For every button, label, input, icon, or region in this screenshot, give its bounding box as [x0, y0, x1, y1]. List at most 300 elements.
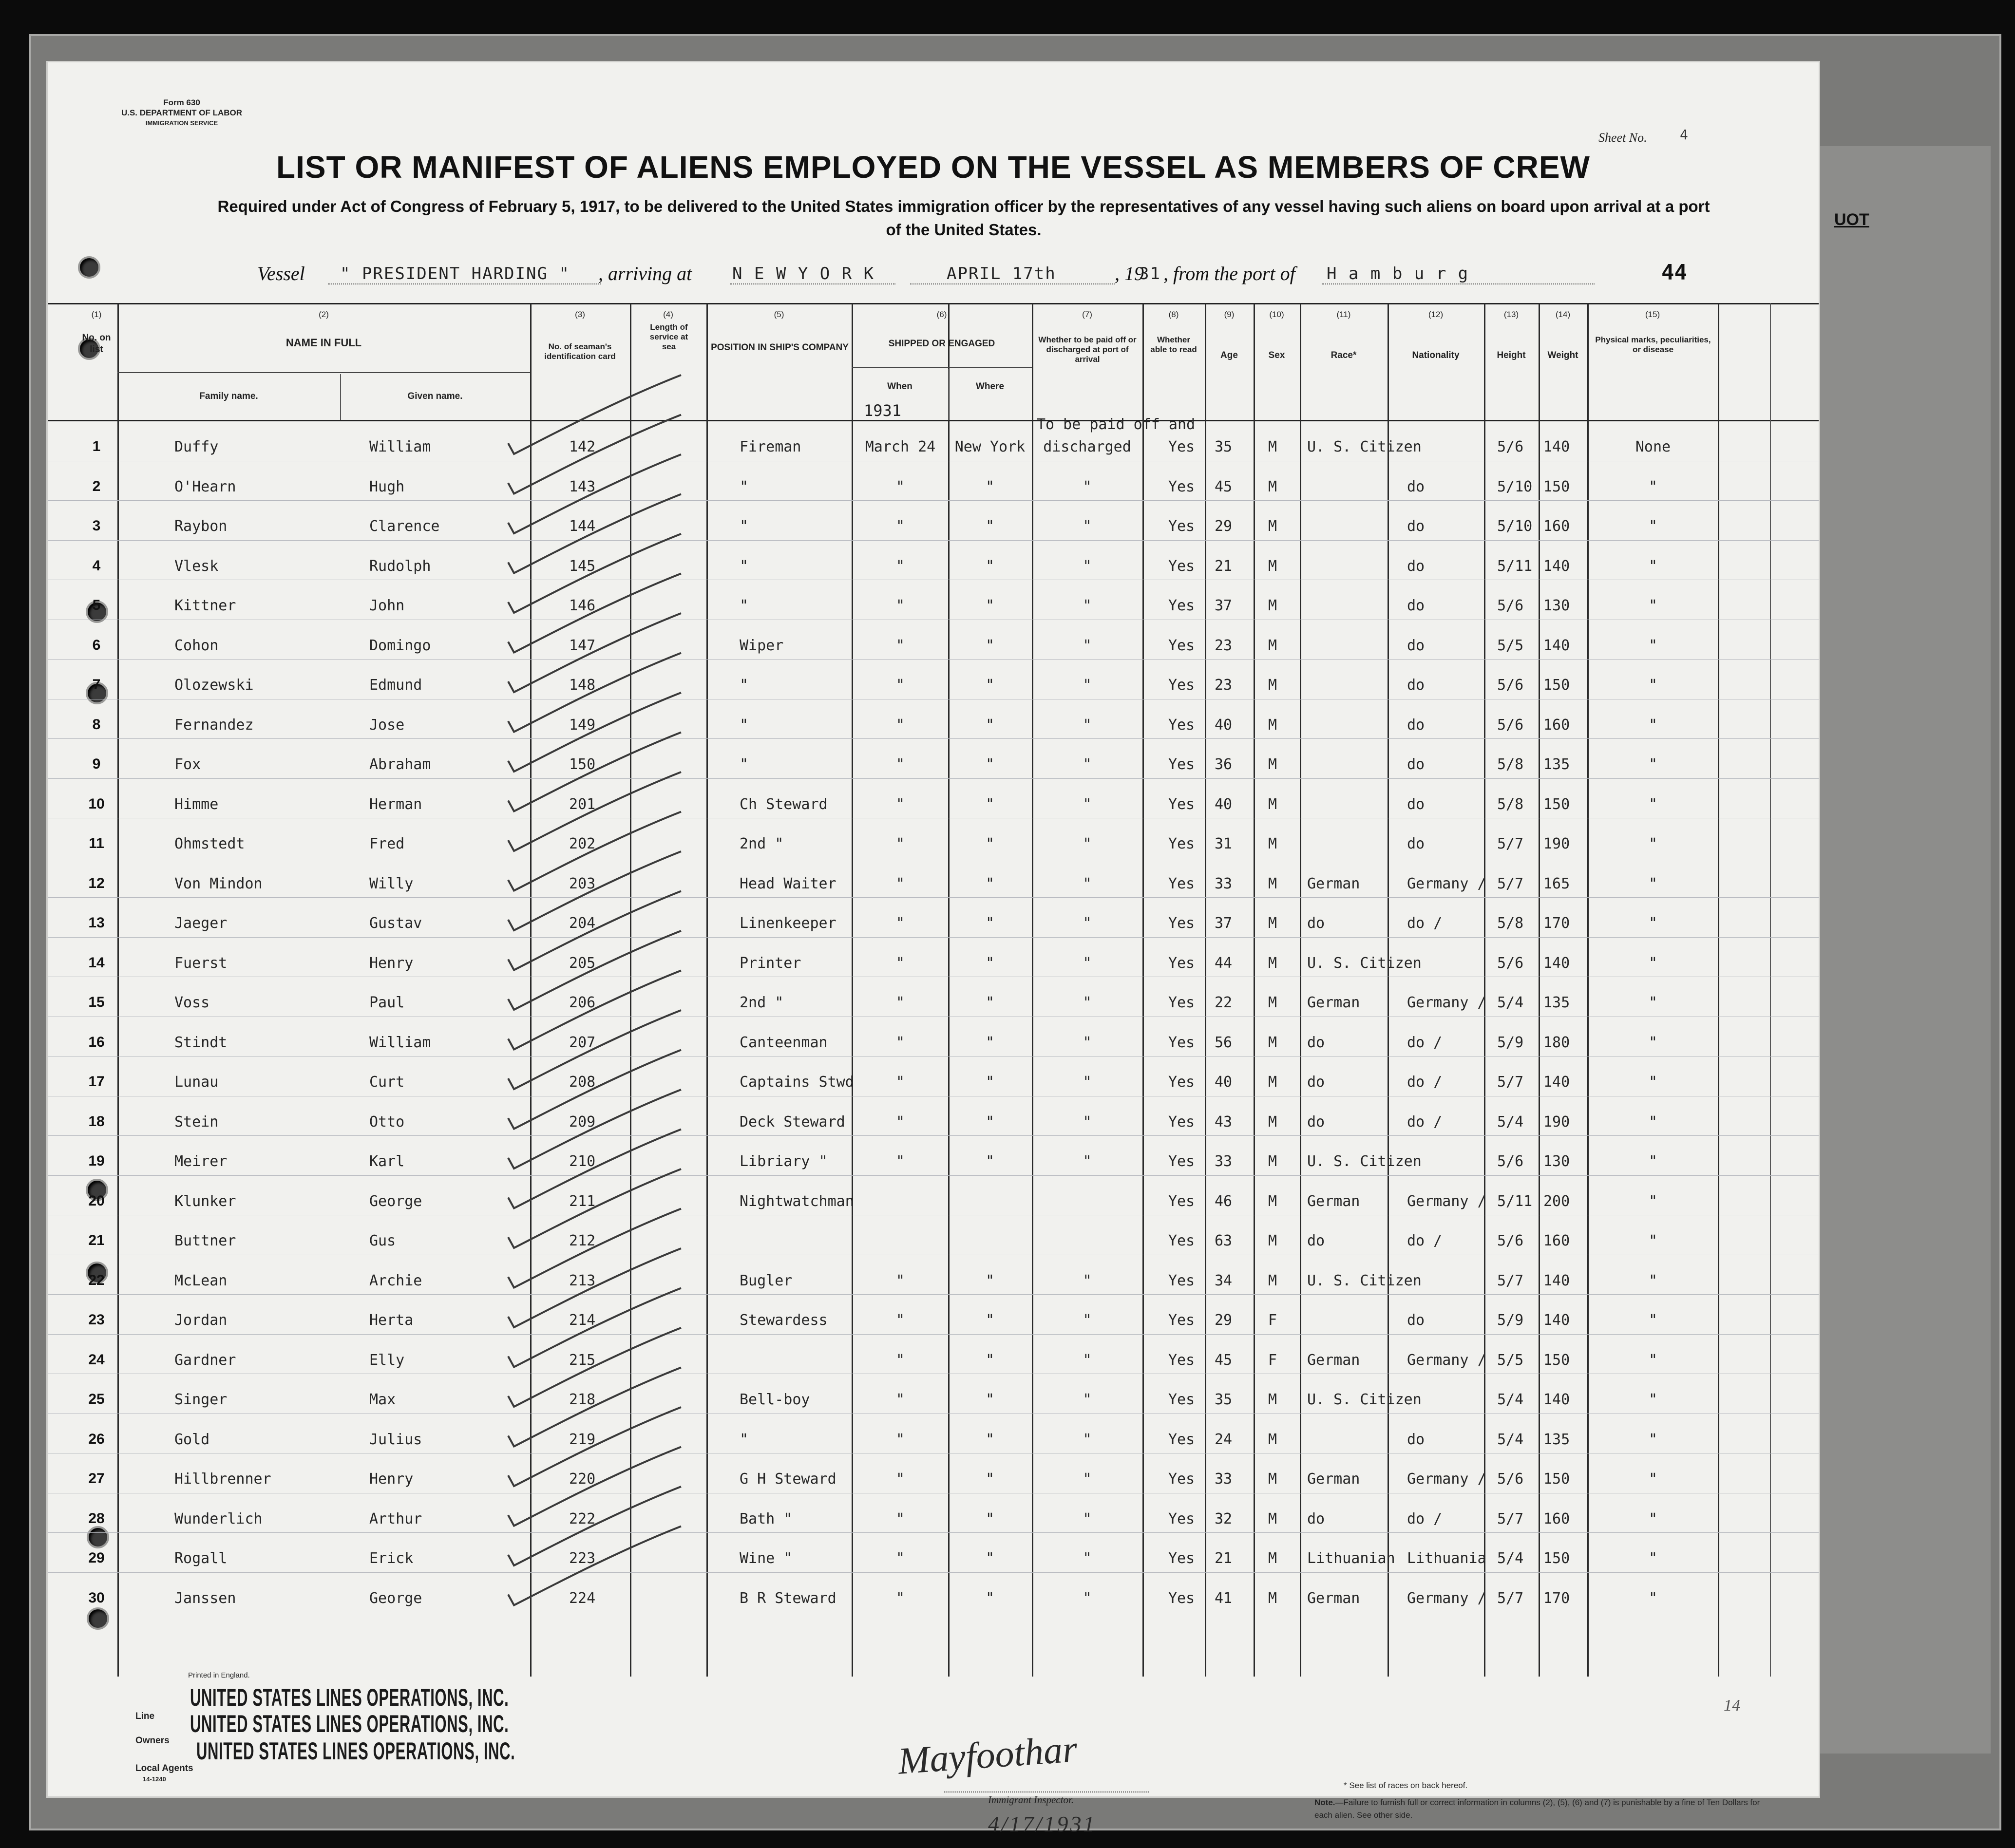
cell-family: Vlesk	[174, 557, 219, 575]
cell-race: do	[1307, 1074, 1325, 1091]
cell-family: Duffy	[174, 438, 219, 455]
cell-read: Yes	[1168, 1113, 1195, 1131]
cell-paid: "	[1083, 1391, 1092, 1408]
cell-where: "	[985, 597, 995, 614]
cell-position: Fireman	[740, 438, 801, 455]
cell-marks: "	[1648, 1113, 1658, 1131]
cell-paid: "	[1083, 637, 1092, 654]
cell-where: "	[985, 1113, 995, 1131]
binder-hole-icon	[78, 256, 100, 279]
cell-given: Archie	[369, 1272, 422, 1289]
cell-weight: 150	[1543, 1550, 1570, 1567]
races-note: * See list of races on back hereof.	[1344, 1781, 1468, 1790]
cell-nationality: do	[1407, 756, 1425, 773]
cell-height: 5/11	[1497, 557, 1533, 575]
cell-family: Gardner	[174, 1351, 236, 1369]
header-given-name: Given name.	[407, 391, 463, 401]
vessel-label: Vessel	[257, 263, 305, 284]
cell-family: Raybon	[174, 518, 228, 535]
header-nationality: Nationality	[1412, 350, 1460, 360]
cell-card: 143	[569, 478, 596, 495]
shipped-year: 1931	[864, 401, 902, 420]
cell-sex: M	[1268, 1272, 1277, 1289]
cell-when: "	[895, 795, 905, 813]
cell-marks: "	[1648, 1153, 1658, 1170]
sheet-number-label: Sheet No.	[1598, 131, 1647, 145]
cell-no: 10	[88, 795, 105, 812]
cell-when: "	[895, 1113, 905, 1131]
cell-nationality: Germany /	[1407, 994, 1486, 1011]
arrival-date: APRIL 17th	[947, 264, 1056, 283]
cell-where: "	[985, 1471, 995, 1488]
cell-read: Yes	[1168, 1471, 1195, 1488]
cell-sex: M	[1268, 1550, 1277, 1567]
cell-marks: "	[1648, 1391, 1658, 1408]
cell-weight: 160	[1543, 1510, 1570, 1527]
cell-when: "	[895, 478, 905, 495]
cell-given: Max	[369, 1391, 396, 1408]
cell-sex: M	[1268, 1074, 1277, 1091]
cell-no: 14	[88, 954, 105, 971]
cell-position: Bath "	[740, 1510, 793, 1527]
cell-given: William	[369, 1034, 431, 1051]
header-name-in-full: NAME IN FULL	[285, 337, 362, 349]
cell-marks: None	[1635, 438, 1671, 455]
cell-weight: 140	[1543, 1272, 1570, 1289]
cell-paid: "	[1083, 1272, 1092, 1289]
cell-marks: "	[1648, 756, 1658, 773]
cell-sex: M	[1268, 518, 1277, 535]
cell-height: 5/4	[1497, 1431, 1524, 1448]
cell-read: Yes	[1168, 756, 1195, 773]
header-physical-marks: Physical marks, peculiarities, or disease	[1595, 335, 1711, 354]
cell-marks: "	[1648, 1192, 1658, 1210]
cell-paid: "	[1083, 677, 1092, 694]
cell-age: 36	[1215, 756, 1233, 773]
cell-nationality: Germany /	[1407, 875, 1486, 892]
cell-no: 16	[88, 1034, 105, 1050]
cell-read: Yes	[1168, 1312, 1195, 1329]
cell-no: 29	[88, 1550, 105, 1566]
cell-card: 208	[569, 1074, 596, 1091]
cell-when: "	[895, 518, 905, 535]
cell-no: 8	[92, 716, 101, 733]
header-able-to-read: Whether able to read	[1150, 335, 1197, 354]
cell-when: "	[895, 1312, 905, 1329]
cell-where: "	[985, 1272, 995, 1289]
cell-age: 32	[1215, 1510, 1233, 1527]
header-length-service: Length of service at sea	[649, 322, 688, 351]
cell-weight: 150	[1543, 1471, 1570, 1488]
header-where: Where	[975, 381, 1005, 392]
cell-card: 145	[569, 557, 596, 575]
cell-height: 5/10	[1497, 518, 1533, 535]
cell-height: 5/7	[1497, 875, 1524, 892]
cell-race: do	[1307, 1232, 1325, 1249]
cell-weight: 190	[1543, 835, 1570, 852]
cell-where: New York	[954, 438, 1026, 455]
cell-when: "	[895, 1272, 905, 1289]
cell-card: 220	[569, 1471, 596, 1488]
cell-weight: 200	[1543, 1192, 1570, 1210]
cell-race: do	[1307, 1113, 1325, 1131]
cell-card: 147	[569, 637, 596, 654]
cell-race: German	[1307, 1351, 1360, 1369]
cell-marks: "	[1648, 1272, 1658, 1289]
header-family-name: Family name.	[199, 391, 258, 401]
cell-height: 5/7	[1497, 835, 1524, 852]
cell-height: 5/6	[1497, 716, 1524, 734]
cell-read: Yes	[1168, 677, 1195, 694]
cell-weight: 150	[1543, 478, 1570, 495]
manifest-page	[46, 61, 1820, 1836]
cell-marks: "	[1648, 478, 1658, 495]
cell-sex: M	[1268, 1113, 1277, 1131]
cell-when: "	[895, 1471, 905, 1488]
header-no-on-list: No. on list	[82, 333, 111, 355]
cell-given: Curt	[369, 1074, 405, 1091]
cell-sex: M	[1268, 795, 1277, 813]
crew-table	[48, 303, 1819, 1677]
cell-race: do	[1307, 1034, 1325, 1051]
cell-read: Yes	[1168, 1034, 1195, 1051]
cell-no: 7	[92, 677, 101, 693]
cell-paid: "	[1083, 557, 1092, 575]
cell-sex: M	[1268, 1431, 1277, 1448]
cell-family: Von Mindon	[174, 875, 263, 892]
cell-read: Yes	[1168, 994, 1195, 1011]
cell-weight: 150	[1543, 677, 1570, 694]
cell-when: "	[895, 1074, 905, 1091]
header-shipped-engaged: SHIPPED OR ENGAGED	[888, 339, 995, 349]
cell-nationality: do /	[1407, 1232, 1443, 1249]
col-number: (8)	[1168, 310, 1179, 319]
cell-given: Herta	[369, 1312, 414, 1329]
cell-where: "	[985, 915, 995, 932]
cell-given: Rudolph	[369, 557, 431, 575]
cell-given: Jose	[369, 716, 405, 734]
cell-paid: "	[1083, 915, 1092, 932]
cell-read: Yes	[1168, 795, 1195, 813]
cell-family: Fox	[174, 756, 201, 773]
cell-no: 28	[88, 1510, 105, 1527]
cell-card: 215	[569, 1351, 596, 1369]
cell-when: "	[895, 1391, 905, 1408]
cell-no: 26	[88, 1431, 105, 1447]
cell-nationality: do	[1407, 637, 1425, 654]
cell-race: U. S. Citizen	[1307, 1391, 1422, 1408]
cell-when: "	[895, 597, 905, 614]
cell-age: 40	[1215, 1074, 1233, 1091]
cell-weight: 150	[1543, 795, 1570, 813]
cell-weight: 150	[1543, 1351, 1570, 1369]
cell-card: 209	[569, 1113, 596, 1131]
cell-sex: M	[1268, 1232, 1277, 1249]
cell-marks: "	[1648, 954, 1658, 972]
cell-age: 40	[1215, 795, 1233, 813]
cell-card: 212	[569, 1232, 596, 1249]
cell-height: 5/6	[1497, 677, 1524, 694]
cell-when: "	[895, 915, 905, 932]
cell-where: "	[985, 1312, 995, 1329]
cell-card: 148	[569, 677, 596, 694]
cell-given: William	[369, 438, 431, 455]
col-number: (7)	[1082, 310, 1092, 319]
cell-given: Karl	[369, 1153, 405, 1170]
cell-no: 11	[89, 835, 104, 851]
cell-family: Voss	[174, 994, 210, 1011]
cell-paid: "	[1083, 795, 1092, 813]
cell-weight: 140	[1543, 438, 1570, 455]
cell-family: Fernandez	[174, 716, 254, 734]
cell-given: Erick	[369, 1550, 414, 1567]
cell-sex: M	[1268, 915, 1277, 932]
cell-nationality: Germany /	[1407, 1192, 1486, 1210]
cell-sex: M	[1268, 1510, 1277, 1527]
cell-paid: "	[1083, 716, 1092, 734]
cell-card: 201	[569, 795, 596, 813]
cell-sex: M	[1268, 835, 1277, 852]
cell-race: German	[1307, 1471, 1360, 1488]
cell-weight: 140	[1543, 637, 1570, 654]
cell-sex: F	[1268, 1351, 1277, 1369]
header-position: POSITION IN SHIP'S COMPANY	[711, 342, 849, 353]
cell-race: German	[1307, 994, 1360, 1011]
cell-nationality: do /	[1407, 1113, 1443, 1131]
cell-when: "	[895, 875, 905, 892]
cell-family: Klunker	[174, 1192, 236, 1210]
cell-weight: 130	[1543, 597, 1570, 614]
cell-no: 25	[88, 1391, 105, 1407]
cell-given: Edmund	[369, 677, 422, 694]
cell-where: "	[985, 557, 995, 575]
cell-no: 24	[88, 1351, 105, 1368]
cell-when: "	[895, 835, 905, 852]
cell-position: Bugler	[740, 1272, 793, 1289]
cell-card: 204	[569, 915, 596, 932]
cell-where: "	[985, 1431, 995, 1448]
cell-height: 5/4	[1497, 1391, 1524, 1408]
cell-age: 31	[1215, 835, 1233, 852]
cell-card: 150	[569, 756, 596, 773]
cell-where: "	[985, 518, 995, 535]
header-weight: Weight	[1547, 350, 1578, 360]
cell-height: 5/6	[1497, 1471, 1524, 1488]
cell-where: "	[985, 835, 995, 852]
cell-marks: "	[1648, 557, 1658, 575]
cell-sex: M	[1268, 1391, 1277, 1408]
cell-sex: M	[1268, 994, 1277, 1011]
cell-position: Wiper	[740, 637, 784, 654]
cell-sex: F	[1268, 1312, 1277, 1329]
cell-card: 214	[569, 1312, 596, 1329]
cell-age: 35	[1215, 1391, 1233, 1408]
cell-family: Gold	[174, 1431, 210, 1448]
cell-given: Clarence	[369, 518, 440, 535]
cell-no: 30	[88, 1589, 105, 1606]
cell-age: 33	[1215, 1153, 1233, 1170]
cell-nationality: do	[1407, 716, 1425, 734]
cell-position: Deck Steward	[740, 1113, 845, 1131]
col-number: (6)	[936, 310, 947, 319]
cell-height: 5/5	[1497, 1351, 1524, 1369]
cell-sex: M	[1268, 1471, 1277, 1488]
ship-list-number: 44	[1661, 260, 1687, 285]
cell-sex: M	[1268, 954, 1277, 972]
cell-sex: M	[1268, 478, 1277, 495]
cell-age: 34	[1215, 1272, 1233, 1289]
cell-age: 23	[1215, 637, 1233, 654]
cell-where: "	[985, 1034, 995, 1051]
cell-nationality: do	[1407, 677, 1425, 694]
cell-paid: "	[1083, 597, 1092, 614]
cell-age: 23	[1215, 677, 1233, 694]
cell-read: Yes	[1168, 1232, 1195, 1249]
cell-marks: "	[1648, 1431, 1658, 1448]
cell-no: 6	[92, 637, 101, 653]
sheet-number-value: 4	[1680, 127, 1688, 143]
cell-height: 5/6	[1497, 1153, 1524, 1170]
cell-given: Henry	[369, 954, 414, 972]
cell-sex: M	[1268, 716, 1277, 734]
cell-no: 2	[92, 478, 101, 494]
cell-marks: "	[1648, 795, 1658, 813]
cell-read: Yes	[1168, 915, 1195, 932]
cell-read: Yes	[1168, 1272, 1195, 1289]
cell-position: "	[740, 756, 749, 773]
cell-position: "	[740, 1431, 749, 1448]
cell-where: "	[985, 478, 995, 495]
cell-nationality: do	[1407, 835, 1425, 852]
cell-nationality: do	[1407, 518, 1425, 535]
fine-note: Note.—Failure to furnish full or correct information in columns (2), (5), (6) and (7) is punishable by a fine of Ten Dollars for each alien. See other side.	[1314, 1798, 1760, 1820]
cell-marks: "	[1648, 597, 1658, 614]
cell-age: 37	[1215, 597, 1233, 614]
cell-when: "	[895, 716, 905, 734]
cell-position: 2nd "	[740, 835, 784, 852]
cell-weight: 135	[1543, 994, 1570, 1011]
cell-height: 5/8	[1497, 915, 1524, 932]
cell-given: Fred	[369, 835, 405, 852]
header-sex: Sex	[1268, 350, 1285, 360]
cell-where: "	[985, 1074, 995, 1091]
col-number: (2)	[319, 310, 329, 319]
cell-no: 15	[88, 994, 105, 1010]
cell-age: 37	[1215, 915, 1233, 932]
from-port: H a m b u r g	[1327, 264, 1469, 283]
cell-height: 5/4	[1497, 1113, 1524, 1131]
cell-sex: M	[1268, 677, 1277, 694]
cell-race: do	[1307, 915, 1325, 932]
cell-card: 144	[569, 518, 596, 535]
cell-position: Stewardess	[740, 1312, 828, 1329]
cell-paid: "	[1083, 1113, 1092, 1131]
cell-position: Libriary "	[740, 1153, 828, 1170]
cell-weight: 160	[1543, 716, 1570, 734]
form-code: 14-1240	[143, 1775, 166, 1783]
cell-family: Kittner	[174, 597, 236, 614]
cell-no: 23	[88, 1312, 105, 1328]
cell-position: B R Steward	[740, 1589, 836, 1607]
cell-card: 207	[569, 1034, 596, 1051]
cell-when: "	[895, 1510, 905, 1527]
cell-position: Canteenman	[740, 1034, 828, 1051]
cell-given: John	[369, 597, 405, 614]
cell-weight: 140	[1543, 954, 1570, 972]
cell-weight: 170	[1543, 915, 1570, 932]
cell-card: 142	[569, 438, 596, 455]
cell-height: 5/6	[1497, 954, 1524, 972]
col-number: (1)	[91, 310, 102, 319]
cell-no: 9	[92, 756, 101, 772]
cell-position: Nightwatchman	[740, 1192, 854, 1210]
cell-when: "	[895, 637, 905, 654]
cell-sex: M	[1268, 1192, 1277, 1210]
cell-where: "	[985, 637, 995, 654]
col-number: (5)	[774, 310, 784, 319]
cell-nationality: do /	[1407, 1074, 1443, 1091]
cell-when: "	[895, 1431, 905, 1448]
cell-given: Gus	[369, 1232, 396, 1249]
cell-given: Hugh	[369, 478, 405, 495]
cell-height: 5/7	[1497, 1589, 1524, 1607]
cell-age: 33	[1215, 875, 1233, 892]
cell-weight: 130	[1543, 1153, 1570, 1170]
cell-read: Yes	[1168, 1351, 1195, 1369]
cell-age: 40	[1215, 716, 1233, 734]
cell-no: 20	[88, 1192, 105, 1209]
cell-weight: 180	[1543, 1034, 1570, 1051]
cell-age: 24	[1215, 1431, 1233, 1448]
cell-read: Yes	[1168, 716, 1195, 734]
cell-family: Janssen	[174, 1589, 236, 1607]
cell-marks: "	[1648, 518, 1658, 535]
col-number: (14)	[1555, 310, 1571, 319]
cell-family: Olozewski	[174, 677, 254, 694]
cell-weight: 140	[1543, 1312, 1570, 1329]
cell-position: Wine "	[740, 1550, 793, 1567]
cell-nationality: Germany /	[1407, 1351, 1486, 1369]
header-age: Age	[1220, 350, 1238, 360]
cell-given: George	[369, 1192, 422, 1210]
cell-marks: "	[1648, 677, 1658, 694]
cell-paid: "	[1083, 1351, 1092, 1369]
cell-no: 27	[88, 1471, 105, 1487]
cell-read: Yes	[1168, 438, 1195, 455]
cell-where: "	[985, 994, 995, 1011]
cell-no: 18	[88, 1113, 105, 1130]
cell-nationality: Lithuania	[1407, 1550, 1486, 1567]
col-number: (9)	[1224, 310, 1235, 319]
cell-where: "	[985, 875, 995, 892]
cell-where: "	[985, 756, 995, 773]
page-number: 14	[1724, 1697, 1740, 1715]
cell-paid: "	[1083, 1471, 1092, 1488]
cell-when: "	[895, 1153, 905, 1170]
cell-when: "	[895, 1034, 905, 1051]
cell-weight: 160	[1543, 518, 1570, 535]
vessel-name: " PRESIDENT HARDING "	[340, 264, 570, 283]
cell-height: 5/6	[1497, 597, 1524, 614]
cell-position: "	[740, 518, 749, 535]
cell-no: 1	[92, 438, 101, 454]
cell-age: 41	[1215, 1589, 1233, 1607]
cell-age: 21	[1215, 1550, 1233, 1567]
cell-family: Ohmstedt	[174, 835, 245, 852]
cell-read: Yes	[1168, 518, 1195, 535]
cell-age: 44	[1215, 954, 1233, 972]
cell-where: "	[985, 1153, 995, 1170]
